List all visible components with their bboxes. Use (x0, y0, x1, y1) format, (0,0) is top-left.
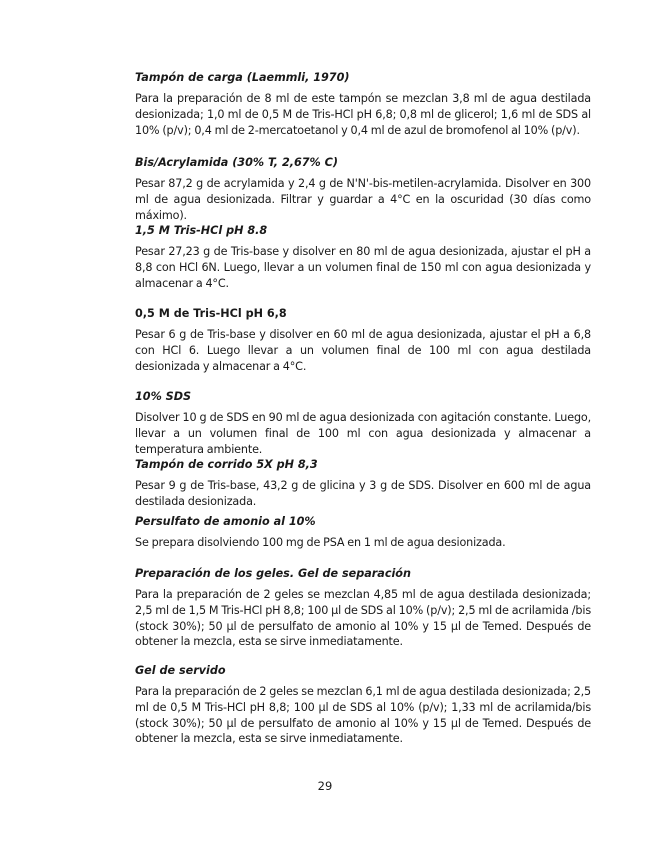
section-tampon-de-corrido (135, 457, 591, 510)
section-heading: Persulfato de amonio al 10% (135, 515, 316, 528)
section-bis-acrylamida (135, 155, 591, 223)
section-heading: 0,5 M de Tris-HCl pH 6,8 (135, 307, 287, 320)
section-body: Para la preparación de 2 geles se mezclan 6,1 ml de agua destilada desionizada; 2,5 ml de 0,5 M Tris-HCl pH 8,8; 100 µl de SDS al 10% (p/v); 1,33 ml de acrilamida/bis (stock 30%); 50 µl de persulfato de amonio al 10% y 15 µl de Temed. Después de obtener la mezcla, esta se sirve inmediatamente. (135, 685, 591, 746)
page-number: 29 (317, 779, 333, 793)
section-body: Pesar 87,2 g de acrylamida y 2,4 g de N'N'-bis-metilen-acrylamida. Disolver en 300 ml de agua desionizada. Filtrar y guardar a 4°C en la oscuridad (30 días como máximo). (135, 177, 591, 222)
section-heading: Tampón de corrido 5X pH 8,3 (135, 458, 318, 471)
section-persulfato (135, 514, 591, 551)
section-body: Pesar 9 g de Tris-base, 43,2 g de glicina y 3 g de SDS. Disolver en 600 ml de agua destilada desionizada. (135, 479, 591, 508)
section-heading: Gel de servido (135, 664, 226, 677)
section-body: Pesar 27,23 g de Tris-base y disolver en 80 ml de agua desionizada, ajustar el pH a 8,8 con HCl 6N. Luego, llevar a un volumen final de 150 ml con agua desionizada y almacenar a 4°C. (135, 245, 591, 290)
section-heading: 1,5 M Tris-HCl pH 8.8 (135, 224, 268, 237)
section-heading: Tampón de carga (Laemmli, 1970) (135, 71, 350, 84)
section-body: Se prepara disolviendo 100 mg de PSA en 1 ml de agua desionizada. (135, 536, 506, 549)
section-tris-hcl-8-8 (135, 223, 591, 291)
section-heading: Bis/Acrylamida (30% T, 2,67% C) (135, 156, 338, 169)
section-heading: Preparación de los geles. Gel de separación (135, 567, 411, 580)
section-gel-de-servido (135, 663, 591, 747)
section-body: Para la preparación de 8 ml de este tampón se mezclan 3,8 ml de agua destilada desionizada; 1,0 ml de 0,5 M de Tris-HCl pH 6,8; 0,8 ml de glicerol; 1,6 ml de SDS al 10% (p/v); 0,4 ml de 2-mercatoetanol y 0,4 ml de azul de bromofenol al 10% (p/v). (135, 92, 591, 137)
section-10-sds (135, 389, 591, 457)
section-gel-de-separacion (135, 566, 591, 650)
section-heading: 10% SDS (135, 390, 192, 403)
section-body: Para la preparación de 2 geles se mezclan 4,85 ml de agua destilada desionizada; 2,5 ml de 1,5 M Tris-HCl pH 8,8; 100 µl de SDS al 10% (p/v); 2,5 ml de acrilamida /bis (stock 30%); 50 µl de persulfato de amonio al 10% y 15 µl de Temed. Después de obtener la mezcla, esta se sirve inmediatamente. (135, 588, 591, 649)
section-body: Disolver 10 g de SDS en 90 ml de agua desionizada con agitación constante. Luego, llevar a un volumen final de 100 ml con agua desionizada y almacenar a temperatura ambiente. (135, 411, 591, 456)
section-tampon-de-carga (135, 70, 591, 138)
section-tris-hcl-6-8 (135, 306, 591, 374)
section-body: Pesar 6 g de Tris-base y disolver en 60 ml de agua desionizada, ajustar el pH a 6,8 con HCl 6. Luego llevar a un volumen final de 100 ml con agua destilada desionizada y almacenar a 4°C. (135, 328, 591, 373)
